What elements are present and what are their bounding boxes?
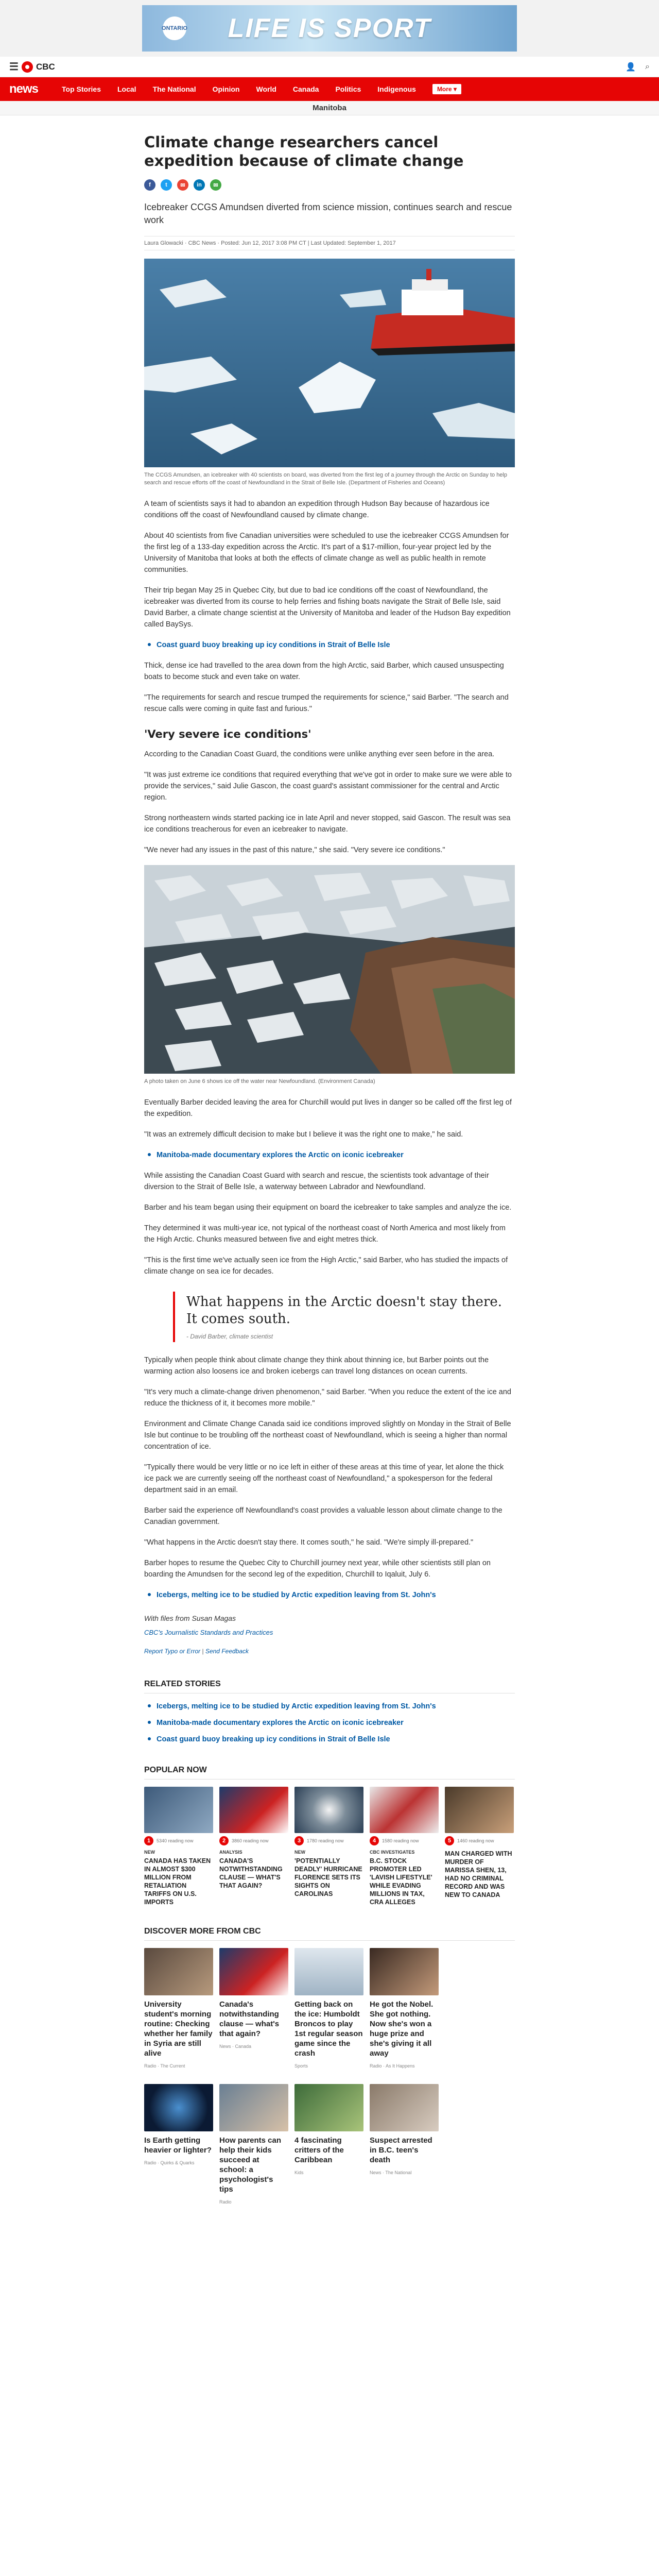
popular-headline: CANADA'S NOTWITHSTANDING CLAUSE — WHAT'S THAT AGAIN?	[219, 1857, 283, 1889]
discover-title: DISCOVER MORE FROM CBC	[144, 1927, 515, 1941]
popular-reads: 1580 reading now	[382, 1838, 419, 1843]
discover-source: Sports	[294, 2063, 308, 2069]
paragraph: Eventually Barber decided leaving the area for Churchill would put lives in danger so be called off the first leg of the expedition.	[144, 1098, 512, 1118]
discover-headline: University student's morning routine: Checking whether her family in Syria are still alive	[144, 2000, 213, 2058]
standards-link[interactable]: CBC's Journalistic Standards and Practices	[144, 1629, 273, 1636]
discover-card[interactable]	[219, 2084, 288, 2205]
discover-card[interactable]	[370, 1948, 439, 2069]
popular-section: NEW	[144, 1850, 155, 1855]
with-files: With files from Susan Magas	[144, 1614, 236, 1622]
deck: Icebreaker CCGS Amundsen diverted from science mission, continues search and rescue work	[144, 202, 512, 225]
related-stories-title: RELATED STORIES	[144, 1680, 515, 1693]
discover-thumbnail	[144, 2084, 213, 2131]
user-icon[interactable]: 👤	[626, 62, 636, 72]
ad-banner-container	[0, 0, 659, 57]
discover-source: News · The National	[370, 2170, 412, 2175]
nav-top-stories[interactable]: Top Stories	[62, 85, 101, 93]
popular-rank: 5	[445, 1836, 454, 1845]
discover-source: Radio · The Current	[144, 2063, 185, 2069]
popular-section: CBC INVESTIGATES	[370, 1850, 415, 1855]
cbc-gem-icon	[22, 61, 33, 73]
popular-section: NEW	[294, 1850, 305, 1855]
discover-card[interactable]	[294, 1948, 363, 2069]
related-story-link[interactable]: Manitoba-made documentary explores the Arctic on iconic icebreaker	[157, 1717, 515, 1728]
discover-headline: Is Earth getting heavier or lighter?	[144, 2136, 212, 2155]
discover-card[interactable]	[294, 2084, 363, 2205]
ad-logo: ONTARIO	[163, 16, 186, 40]
feedback-links: Report Typo or Error | Send Feedback	[144, 1648, 249, 1655]
email-share-icon[interactable]: ✉	[177, 179, 188, 191]
popular-thumbnail	[445, 1787, 514, 1833]
paragraph: "It was an extremely difficult decision to make but I believe it was the right one to make," he said.	[144, 1130, 463, 1139]
popular-rank: 4	[370, 1836, 379, 1845]
discover-source: Radio · As It Happens	[370, 2063, 415, 2069]
popular-rank: 2	[219, 1836, 229, 1845]
popular-thumbnail	[219, 1787, 288, 1833]
linkedin-share-icon[interactable]: in	[194, 179, 205, 191]
pull-quote-text: What happens in the Arctic doesn't stay there. It comes south.	[186, 1294, 502, 1327]
paragraph: "It was just extreme ice conditions that required everything that we've got in order to make sure we were able to provide the services," said Julie Gascon, the coast guard's assistant commissioner for the central and Arctic region.	[144, 771, 512, 802]
news-logo[interactable]: news	[9, 82, 39, 96]
popular-rank: 3	[294, 1836, 304, 1845]
paragraph: According to the Canadian Coast Guard, the conditions were unlike anything ever seen before in the area.	[144, 750, 495, 758]
cbc-logo[interactable]	[9, 60, 55, 73]
twitter-share-icon[interactable]: t	[161, 179, 172, 191]
photo-caption-2: A photo taken on June 6 shows ice off the water near Newfoundland. (Environment Canada)	[144, 1078, 375, 1084]
nav-the-national[interactable]: The National	[152, 85, 196, 93]
popular-reads: 3860 reading now	[232, 1838, 269, 1843]
nav-opinion[interactable]: Opinion	[212, 85, 240, 93]
message-share-icon[interactable]: ✉	[210, 179, 221, 191]
photo-caption-1: The CCGS Amundsen, an icebreaker with 40 scientists on board, was diverted from the first leg of a journey through the Arctic on Sunday to help search and rescue efforts off the coast of Newfoundland in the Strait of Belle Isle. (Department of Fisheries and Oceans)	[144, 472, 507, 486]
headline: Climate change researchers cancel expedition because of climate change	[144, 133, 464, 170]
popular-headline: 'POTENTIALLY DEADLY' HURRICANE FLORENCE SETS ITS SIGHTS ON CAROLINAS	[294, 1857, 362, 1897]
popular-reads: 1460 reading now	[457, 1838, 494, 1843]
discover-source: Radio	[219, 2199, 232, 2205]
share-bar	[144, 179, 515, 191]
discover-thumbnail	[370, 1948, 439, 1995]
discover-card-empty	[445, 1948, 514, 2069]
search-icon[interactable]: ⌕	[645, 62, 650, 71]
discover-headline: Suspect arrested in B.C. teen's death	[370, 2136, 432, 2164]
paragraph: "The requirements for search and rescue trumped the requirements for science," said Barber. "The search and rescue calls were coming in quite fast and furious."	[144, 693, 509, 713]
discover-thumbnail	[294, 2084, 363, 2131]
discover-source: Kids	[294, 2170, 304, 2175]
report-typo-link[interactable]: Report Typo or Error	[144, 1648, 201, 1655]
send-feedback-link[interactable]: Send Feedback	[205, 1648, 249, 1655]
nav-local[interactable]: Local	[117, 85, 136, 93]
popular-reads: 5340 reading now	[157, 1838, 194, 1843]
related-link-icebergs[interactable]: Icebergs, melting ice to be studied by Arctic expedition leaving from St. John's	[157, 1589, 515, 1601]
popular-card[interactable]	[370, 1787, 439, 1906]
nav-indigenous[interactable]: Indigenous	[377, 85, 416, 93]
discover-headline: Canada's notwithstanding clause — what's that again?	[219, 2000, 280, 2038]
byline: Laura Glowacki · CBC News · Posted: Jun 12, 2017 3:08 PM CT | Last Updated: September 1, 2017	[144, 236, 515, 250]
popular-card[interactable]	[219, 1787, 288, 1906]
more-button[interactable]: More ▾	[432, 84, 461, 94]
cbc-top-bar	[0, 57, 659, 77]
sea-ice-photo[interactable]	[144, 865, 515, 1074]
popular-headline: MAN CHARGED WITH MURDER OF MARISSA SHEN, 13, HAD NO CRIMINAL RECORD AND WAS NEW TO CANADA	[445, 1850, 512, 1899]
popular-thumbnail	[370, 1787, 439, 1833]
discover-thumbnail	[370, 2084, 439, 2131]
paragraph: Thick, dense ice had travelled to the area down from the high Arctic, said Barber, which caused unsuspecting boats to become stuck and even take on water.	[144, 662, 504, 681]
popular-card[interactable]	[144, 1787, 213, 1906]
news-nav	[0, 77, 659, 101]
facebook-share-icon[interactable]: f	[144, 179, 155, 191]
discover-card[interactable]	[219, 1948, 288, 2069]
paragraph: Barber said the experience off Newfoundland's coast provides a valuable lesson about climate change to the Canadian government.	[144, 1506, 502, 1526]
section-title[interactable]: Manitoba	[0, 101, 659, 115]
discover-card[interactable]	[370, 2084, 439, 2205]
popular-section: ANALYSIS	[219, 1850, 242, 1855]
discover-headline: He got the Nobel. She got nothing. Now she's won a huge prize and she's giving it all away	[370, 2000, 433, 2058]
discover-source: Radio · Quirks & Quarks	[144, 2160, 195, 2165]
paragraph: While assisting the Canadian Coast Guard with search and rescue, the scientists took advantage of their diversion to the Strait of Belle Isle, a waterway between Labrador and Newfoundland.	[144, 1172, 489, 1191]
paragraph: Barber hopes to resume the Quebec City to Churchill journey next year, while other scientists still plan on boarding the Amundsen for the second leg of the expedition, Churchill to Iqaluit, July 6.	[144, 1559, 491, 1579]
discover-thumbnail	[219, 2084, 288, 2131]
paragraph: Strong northeastern winds started packing ice in late April and never stopped, said Gascon. The result was sea ice conditions treacherous for even an icebreaker to navigate.	[144, 814, 511, 834]
discover-card[interactable]	[144, 1948, 213, 2069]
popular-thumbnail	[144, 1787, 213, 1833]
popular-card[interactable]	[445, 1787, 514, 1906]
popular-card[interactable]	[294, 1787, 363, 1906]
popular-now-title: POPULAR NOW	[144, 1766, 515, 1780]
paragraph: Typically when people think about climate change they think about thinning ice, but Barber points out the warming action also loosens ice and broken icebergs can travel long distances on ocean currents.	[144, 1356, 489, 1376]
paragraph: Their trip began May 25 in Quebec City, but due to bad ice conditions off the coast of Newfoundland, the icebreaker was diverted from its course to help ferries and fishing boats navigate the Strait of Belle Isle, said David Barber, a climate change scientist at the University of Manitoba and leader of the Hudson Bay expedition called BaySys.	[144, 586, 511, 629]
pull-quote	[173, 1292, 515, 1342]
related-link-coast-guard[interactable]: Coast guard buoy breaking up icy conditions in Strait of Belle Isle	[157, 639, 515, 651]
paragraph: "We never had any issues in the past of this nature," she said. "Very severe ice conditions."	[144, 846, 445, 854]
icebreaker-image	[144, 259, 515, 467]
subheading: 'Very severe ice conditions'	[144, 728, 311, 740]
popular-headline: B.C. STOCK PROMOTER LED 'LAVISH LIFESTYLE' WHILE EVADING MILLIONS IN TAX, CRA ALLEGES	[370, 1857, 432, 1906]
ad-banner[interactable]	[142, 5, 517, 52]
paragraph: Environment and Climate Change Canada said ice conditions improved slightly on Monday in the Strait of Belle Isle but continue to be troubling off the northeast coast of Newfoundland, which is seeing a higher than normal concentration of ice.	[144, 1420, 511, 1451]
icebreaker-photo[interactable]	[144, 259, 515, 467]
cbc-logo-text: CBC	[36, 61, 55, 72]
sea-ice-image	[144, 865, 515, 1074]
discover-thumbnail	[144, 1948, 213, 1995]
discover-source: News · Canada	[219, 2044, 252, 2049]
ad-text: LIFE IS SPORT	[228, 13, 431, 43]
nav-world[interactable]: World	[256, 85, 276, 93]
nav-canada[interactable]: Canada	[292, 85, 319, 93]
discover-thumbnail	[219, 1948, 288, 1995]
discover-headline: Getting back on the ice: Humboldt Broncos to play 1st regular season game since the crash	[294, 2000, 363, 2058]
paragraph: They determined it was multi-year ice, not typical of the northeast coast of North America and most likely from the High Arctic. Chunks measured between five and eight metres thick.	[144, 1224, 506, 1244]
popular-reads: 1780 reading now	[307, 1838, 344, 1843]
discover-card-empty	[445, 2084, 514, 2205]
paragraph: A team of scientists says it had to abandon an expedition through Hudson Bay because of hazardous ice conditions off the coast of Newfoundland caused by climate change.	[144, 500, 490, 519]
discover-grid	[144, 1948, 515, 2205]
paragraph: "What happens in the Arctic doesn't stay there. It comes south," he said. "We're simply ill-prepared."	[144, 1538, 474, 1547]
paragraph: "Typically there would be very little or no ice left in either of these areas at this time of year, let alone the thick ice pack we are currently seeing off the northeast coast of Newfoundland," a spokesperson for the federal department said in an email.	[144, 1463, 504, 1494]
topbar-actions	[626, 62, 650, 72]
paragraph: About 40 scientists from five Canadian universities were scheduled to use the icebreaker CCGS Amundsen for the first leg of a 133-day expedition across the Arctic. It's part of a $17-million, four-year project led by the University of Manitoba that looks at both the effects of climate change as well as public health in remote communities.	[144, 532, 509, 574]
menu-icon[interactable]: ☰	[9, 61, 19, 73]
paragraph: Barber and his team began using their equipment on board the icebreaker to take samples and analyze the ice.	[144, 1204, 512, 1212]
popular-rank: 1	[144, 1836, 153, 1845]
discover-headline: How parents can help their kids succeed at school: a psychologist's tips	[219, 2136, 282, 2194]
related-link-documentary[interactable]: Manitoba-made documentary explores the Arctic on iconic icebreaker	[157, 1149, 515, 1161]
article	[144, 115, 515, 2205]
discover-thumbnail	[294, 1948, 363, 1995]
discover-headline: 4 fascinating critters of the Caribbean	[294, 2136, 344, 2164]
popular-list	[144, 1787, 515, 1906]
related-story-link[interactable]: Coast guard buoy breaking up icy conditions in Strait of Belle Isle	[157, 1734, 515, 1745]
nav-politics[interactable]: Politics	[335, 85, 361, 93]
popular-thumbnail	[294, 1787, 363, 1833]
pull-quote-attribution: - David Barber, climate scientist	[186, 1333, 273, 1340]
discover-card[interactable]	[144, 2084, 213, 2205]
paragraph: "This is the first time we've actually seen ice from the High Arctic," said Barber, who has studied the impacts of climate change on sea ice for decades.	[144, 1256, 508, 1276]
paragraph: "It's very much a climate-change driven phenomenon," said Barber. "When you reduce the extent of the ice and reduce the thickness of it, it becomes more mobile."	[144, 1388, 511, 1408]
popular-headline: CANADA HAS TAKEN IN ALMOST $300 MILLION FROM RETALIATION TARIFFS ON U.S. IMPORTS	[144, 1857, 211, 1906]
related-story-link[interactable]: Icebergs, melting ice to be studied by Arctic expedition leaving from St. John's	[157, 1701, 515, 1712]
